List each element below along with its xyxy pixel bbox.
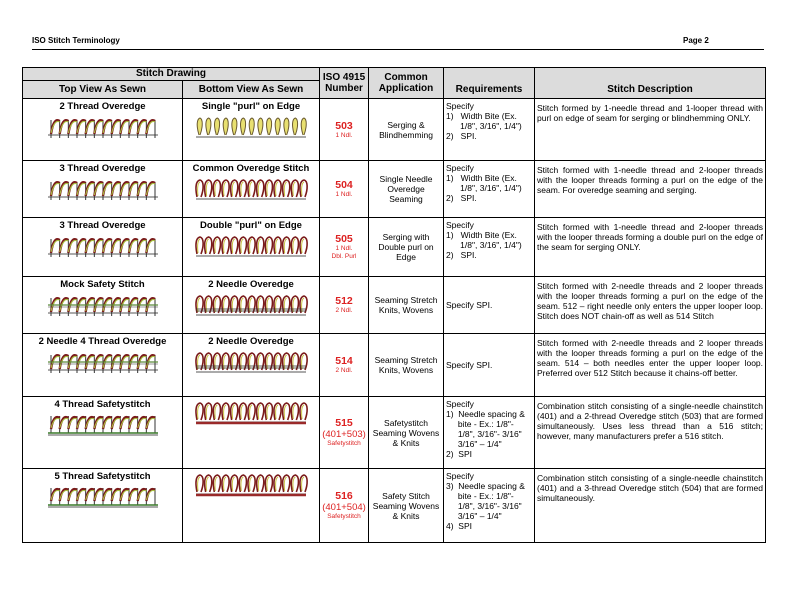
header-bottom-view: Bottom View As Sewn	[183, 81, 320, 99]
inner-thread	[258, 298, 260, 312]
inner-thread	[276, 298, 278, 312]
inner-thread	[293, 477, 295, 491]
inner-thread	[293, 182, 295, 196]
stitch-drawing	[45, 115, 161, 141]
purl-loop	[223, 118, 228, 135]
inner-thread	[215, 355, 217, 369]
inner-thread	[224, 298, 226, 312]
inner-thread	[258, 355, 260, 369]
application-cell: Seaming Stretch Knits, Wovens	[369, 334, 444, 397]
inner-thread	[241, 182, 243, 196]
application-cell: Serging & Blindhemming	[369, 99, 444, 161]
inner-thread	[302, 182, 304, 196]
iso-number: 503	[335, 119, 353, 132]
iso-number-cell	[320, 161, 369, 218]
requirement-line: 1) Needle spacing &	[446, 409, 525, 419]
requirement-line: 3/16" – 1/4"	[446, 439, 502, 449]
header-app-line1: Common	[384, 72, 428, 83]
inner-thread	[206, 405, 208, 419]
inner-thread	[284, 405, 286, 419]
inner-thread	[215, 298, 217, 312]
iso-subtext: Safetystitch	[327, 440, 361, 447]
doc-title: ISO Stitch Terminology	[32, 36, 120, 45]
header-rule	[32, 49, 764, 50]
inner-thread	[232, 477, 234, 491]
bottom-view-cell	[183, 161, 320, 218]
stitch-drawing	[45, 350, 161, 376]
inner-thread	[302, 355, 304, 369]
iso-subtext: 1 Ndl.	[335, 131, 353, 139]
requirement-line: Specify	[446, 101, 474, 111]
inner-thread	[232, 298, 234, 312]
iso-subtext: Safetystitch	[327, 513, 361, 520]
header-iso-number	[320, 68, 369, 99]
requirement-line: 1/8", 3/16"- 3/16"	[446, 501, 522, 511]
inner-thread	[276, 182, 278, 196]
stitch-drawing	[193, 472, 309, 498]
inner-thread	[250, 477, 252, 491]
top-view-label: 5 Thread Safetystitch	[54, 471, 151, 482]
requirement-line: 1/8", 3/16"- 3/16"	[446, 429, 522, 439]
inner-thread	[215, 182, 217, 196]
table-row	[23, 469, 766, 543]
table-row	[23, 397, 766, 469]
stitch-drawing	[45, 485, 161, 511]
bottom-view-cell	[183, 277, 320, 334]
inner-thread	[267, 298, 269, 312]
inner-thread	[198, 239, 200, 253]
application-cell: Seaming Stretch Knits, Wovens	[369, 277, 444, 334]
application-cell: Single Needle Overedge Seaming	[369, 161, 444, 218]
inner-thread	[250, 405, 252, 419]
requirements-cell	[444, 334, 535, 397]
requirement-line: Specify	[446, 399, 474, 409]
top-view-label: 4 Thread Safetystitch	[54, 399, 151, 410]
inner-thread	[267, 182, 269, 196]
stitch-drawing	[193, 115, 309, 141]
bottom-view-cell	[183, 469, 320, 543]
top-view-cell	[23, 469, 183, 543]
requirement-line: Specify SPI.	[446, 360, 493, 370]
description-cell: Stitch formed with 1-needle thread and 2-looper threads with the looper threads forming a purl on the edge of the seam. For overedge seaming and serging.	[535, 161, 766, 218]
inner-thread	[267, 239, 269, 253]
iso-number-cell	[320, 218, 369, 277]
stitch-drawing	[45, 177, 161, 203]
inner-thread	[198, 298, 200, 312]
top-view-cell	[23, 99, 183, 161]
requirements-cell	[444, 469, 535, 543]
requirement-line: 1) Width Bite (Ex.	[446, 111, 517, 121]
inner-thread	[284, 298, 286, 312]
description-cell: Combination stitch consisting of a single-needle chainstitch (401) and a 3-thread Overedge stitch (504) that are formed simultaneously.	[535, 469, 766, 543]
iso-subtext: 2 Ndl.	[335, 367, 353, 374]
inner-thread	[293, 298, 295, 312]
inner-thread	[241, 239, 243, 253]
inner-thread	[206, 298, 208, 312]
table-row	[23, 161, 766, 218]
table-row	[23, 277, 766, 334]
inner-thread	[276, 239, 278, 253]
requirement-line: Specify SPI.	[446, 300, 493, 310]
inner-thread	[198, 355, 200, 369]
inner-thread	[250, 182, 252, 196]
inner-thread	[267, 355, 269, 369]
header-requirements: Requirements	[444, 68, 535, 99]
top-view-label: 3 Thread Overedge	[59, 220, 146, 231]
inner-thread	[250, 239, 252, 253]
requirements-cell	[444, 161, 535, 218]
bottom-view-label: Double "purl" on Edge	[200, 220, 302, 231]
description-cell: Stitch formed by 1-needle thread and 1-looper thread with purl on edge of seam for serging or blindhemming ONLY.	[535, 99, 766, 161]
iso-subtext: 1 Ndl.	[335, 245, 353, 252]
iso-number-cell	[320, 469, 369, 543]
inner-thread	[302, 298, 304, 312]
iso-subtext: 2 Ndl.	[335, 307, 353, 314]
stitch-drawing	[45, 413, 161, 439]
inner-thread	[206, 477, 208, 491]
header-stitch-description: Stitch Description	[535, 68, 766, 99]
iso-number: 514	[335, 355, 353, 367]
iso-number-cell	[320, 277, 369, 334]
stitch-table	[22, 67, 766, 543]
iso-number: 505	[335, 233, 353, 245]
inner-thread	[284, 477, 286, 491]
top-view-label: 2 Needle 4 Thread Overedge	[38, 336, 167, 347]
requirements-cell	[444, 99, 535, 161]
inner-thread	[293, 405, 295, 419]
iso-subtext: Dbl. Purl	[331, 253, 357, 260]
inner-thread	[232, 405, 234, 419]
purl-loop	[301, 118, 306, 135]
top-view-cell	[23, 218, 183, 277]
page-number: Page 2	[683, 36, 709, 45]
purl-loop	[275, 118, 280, 135]
inner-thread	[241, 298, 243, 312]
inner-thread	[241, 477, 243, 491]
iso-subtext: (401+503)	[322, 429, 366, 440]
inner-thread	[267, 405, 269, 419]
inner-thread	[232, 239, 234, 253]
requirement-line: Specify	[446, 220, 474, 230]
requirement-line: 1/8", 3/16", 1/4")	[446, 121, 522, 131]
requirement-line: 3) Needle spacing &	[446, 481, 525, 491]
requirement-line: 2) SPI.	[446, 250, 477, 260]
top-view-cell	[23, 397, 183, 469]
inner-thread	[302, 405, 304, 419]
iso-number: 504	[335, 179, 353, 191]
bottom-view-label: Single "purl" on Edge	[201, 101, 301, 112]
requirement-line: 2) SPI	[446, 449, 472, 459]
description-cell: Stitch formed with 2-needle threads and 2 looper threads with the looper threads forming a purl on the edge of the seam. 512 – right needle only enters the upper looper loop. Stitch does NOT chain-off as well as 514 Stitch	[535, 277, 766, 334]
iso-number: 512	[335, 295, 353, 307]
requirements-cell	[444, 218, 535, 277]
inner-thread	[276, 405, 278, 419]
header-app-line2: Application	[378, 83, 434, 94]
table-row	[23, 334, 766, 397]
stitch-drawing	[45, 234, 161, 260]
stitch-drawing	[193, 293, 309, 319]
stitch-drawing	[193, 350, 309, 376]
requirement-line: 1/8", 3/16", 1/4")	[446, 240, 522, 250]
stitch-drawing	[45, 293, 161, 319]
stitch-drawing	[193, 234, 309, 260]
iso-number: 516	[335, 490, 353, 502]
top-view-cell	[23, 277, 183, 334]
inner-thread	[232, 355, 234, 369]
purl-loop	[293, 118, 298, 135]
purl-loop	[267, 118, 272, 135]
iso-number-cell	[320, 397, 369, 469]
purl-loop	[206, 118, 211, 135]
inner-thread	[284, 239, 286, 253]
inner-thread	[276, 355, 278, 369]
bottom-view-cell	[183, 397, 320, 469]
inner-thread	[250, 298, 252, 312]
inner-thread	[258, 239, 260, 253]
requirement-line: Specify	[446, 471, 474, 481]
header-top-view: Top View As Sewn	[23, 81, 183, 99]
table-row	[23, 218, 766, 277]
inner-thread	[258, 405, 260, 419]
bottom-view-label: 2 Needle Overedge	[208, 336, 294, 347]
iso-subtext: (401+504)	[322, 502, 366, 513]
requirement-line: 1) Width Bite (Ex.	[446, 230, 517, 240]
purl-loop	[232, 118, 237, 135]
inner-thread	[224, 405, 226, 419]
inner-thread	[224, 477, 226, 491]
requirement-line: 1) Width Bite (Ex.	[446, 173, 517, 183]
requirements-cell	[444, 397, 535, 469]
top-view-label: 2 Thread Overedge	[59, 101, 146, 112]
bottom-view-cell	[183, 99, 320, 161]
top-view-cell	[23, 161, 183, 218]
application-cell: Safetystitch Seaming Wovens & Knits	[369, 397, 444, 469]
requirement-line: 2) SPI.	[446, 131, 477, 141]
inner-thread	[206, 182, 208, 196]
inner-thread	[302, 477, 304, 491]
inner-thread	[276, 477, 278, 491]
purl-loop	[241, 118, 246, 135]
header-iso-line1: ISO 4915	[322, 72, 366, 83]
purl-loop	[249, 118, 254, 135]
stitch-drawing	[193, 400, 309, 426]
inner-thread	[241, 355, 243, 369]
inner-thread	[198, 477, 200, 491]
bottom-view-cell	[183, 334, 320, 397]
inner-thread	[224, 239, 226, 253]
requirement-line: bite - Ex.: 1/8"-	[446, 419, 514, 429]
inner-thread	[258, 477, 260, 491]
inner-thread	[224, 182, 226, 196]
inner-thread	[293, 239, 295, 253]
inner-thread	[302, 239, 304, 253]
requirement-line: 2) SPI.	[446, 193, 477, 203]
bottom-view-cell	[183, 218, 320, 277]
requirement-line: 3/16" – 1/4"	[446, 511, 502, 521]
requirements-cell	[444, 277, 535, 334]
iso-number: 515	[335, 417, 353, 429]
iso-number-cell	[320, 99, 369, 161]
requirement-line: bite - Ex.: 1/8"-	[446, 491, 514, 501]
bottom-view-label: Common Overedge Stitch	[192, 163, 310, 174]
inner-thread	[198, 182, 200, 196]
iso-number-cell	[320, 334, 369, 397]
inner-thread	[206, 239, 208, 253]
top-view-label: Mock Safety Stitch	[60, 279, 145, 290]
iso-subtext: 1 Ndl.	[335, 191, 353, 198]
inner-thread	[232, 182, 234, 196]
inner-thread	[215, 405, 217, 419]
purl-loop	[284, 118, 289, 135]
header-common-application	[369, 68, 444, 99]
inner-thread	[241, 405, 243, 419]
top-view-label: 3 Thread Overedge	[59, 163, 146, 174]
inner-thread	[224, 355, 226, 369]
stitch-drawing	[193, 177, 309, 203]
requirement-line: 4) SPI	[446, 521, 472, 531]
application-cell: Serging with Double purl on Edge	[369, 218, 444, 277]
purl-loop	[197, 118, 202, 135]
inner-thread	[284, 182, 286, 196]
inner-thread	[206, 355, 208, 369]
description-cell: Stitch formed with 2-needle threads and 2 looper threads with the looper threads forming a purl on the edge of the seam. 514 – both needles enter the upper looper loop. Preferred over 512 Stitch because it chains-off better.	[535, 334, 766, 397]
inner-thread	[250, 355, 252, 369]
top-view-cell	[23, 334, 183, 397]
purl-loop	[215, 118, 220, 135]
table-row	[23, 99, 766, 161]
application-cell: Safety Stitch Seaming Wovens & Knits	[369, 469, 444, 543]
description-cell: Combination stitch consisting of a single-needle chainstitch (401) and a 2-thread Overedge stitch (503) that are formed simultaneously. Uses less thread than a 516 stitch; however, many manufacturers prefer a 516 stitch.	[535, 397, 766, 469]
header-stitch-drawing: Stitch Drawing	[23, 68, 320, 81]
requirement-line: 1/8", 3/16", 1/4")	[446, 183, 522, 193]
inner-thread	[267, 477, 269, 491]
bottom-view-label: 2 Needle Overedge	[208, 279, 294, 290]
inner-thread	[258, 182, 260, 196]
header-iso-line2: Number	[325, 83, 363, 94]
inner-thread	[198, 405, 200, 419]
inner-thread	[293, 355, 295, 369]
requirement-line: Specify	[446, 163, 474, 173]
inner-thread	[215, 477, 217, 491]
description-cell: Stitch formed with 1-needle thread and 2-looper threads with the looper threads forming a double purl on the edge of the seam for serging ONLY.	[535, 218, 766, 277]
inner-thread	[284, 355, 286, 369]
inner-thread	[215, 239, 217, 253]
purl-loop	[258, 118, 263, 135]
